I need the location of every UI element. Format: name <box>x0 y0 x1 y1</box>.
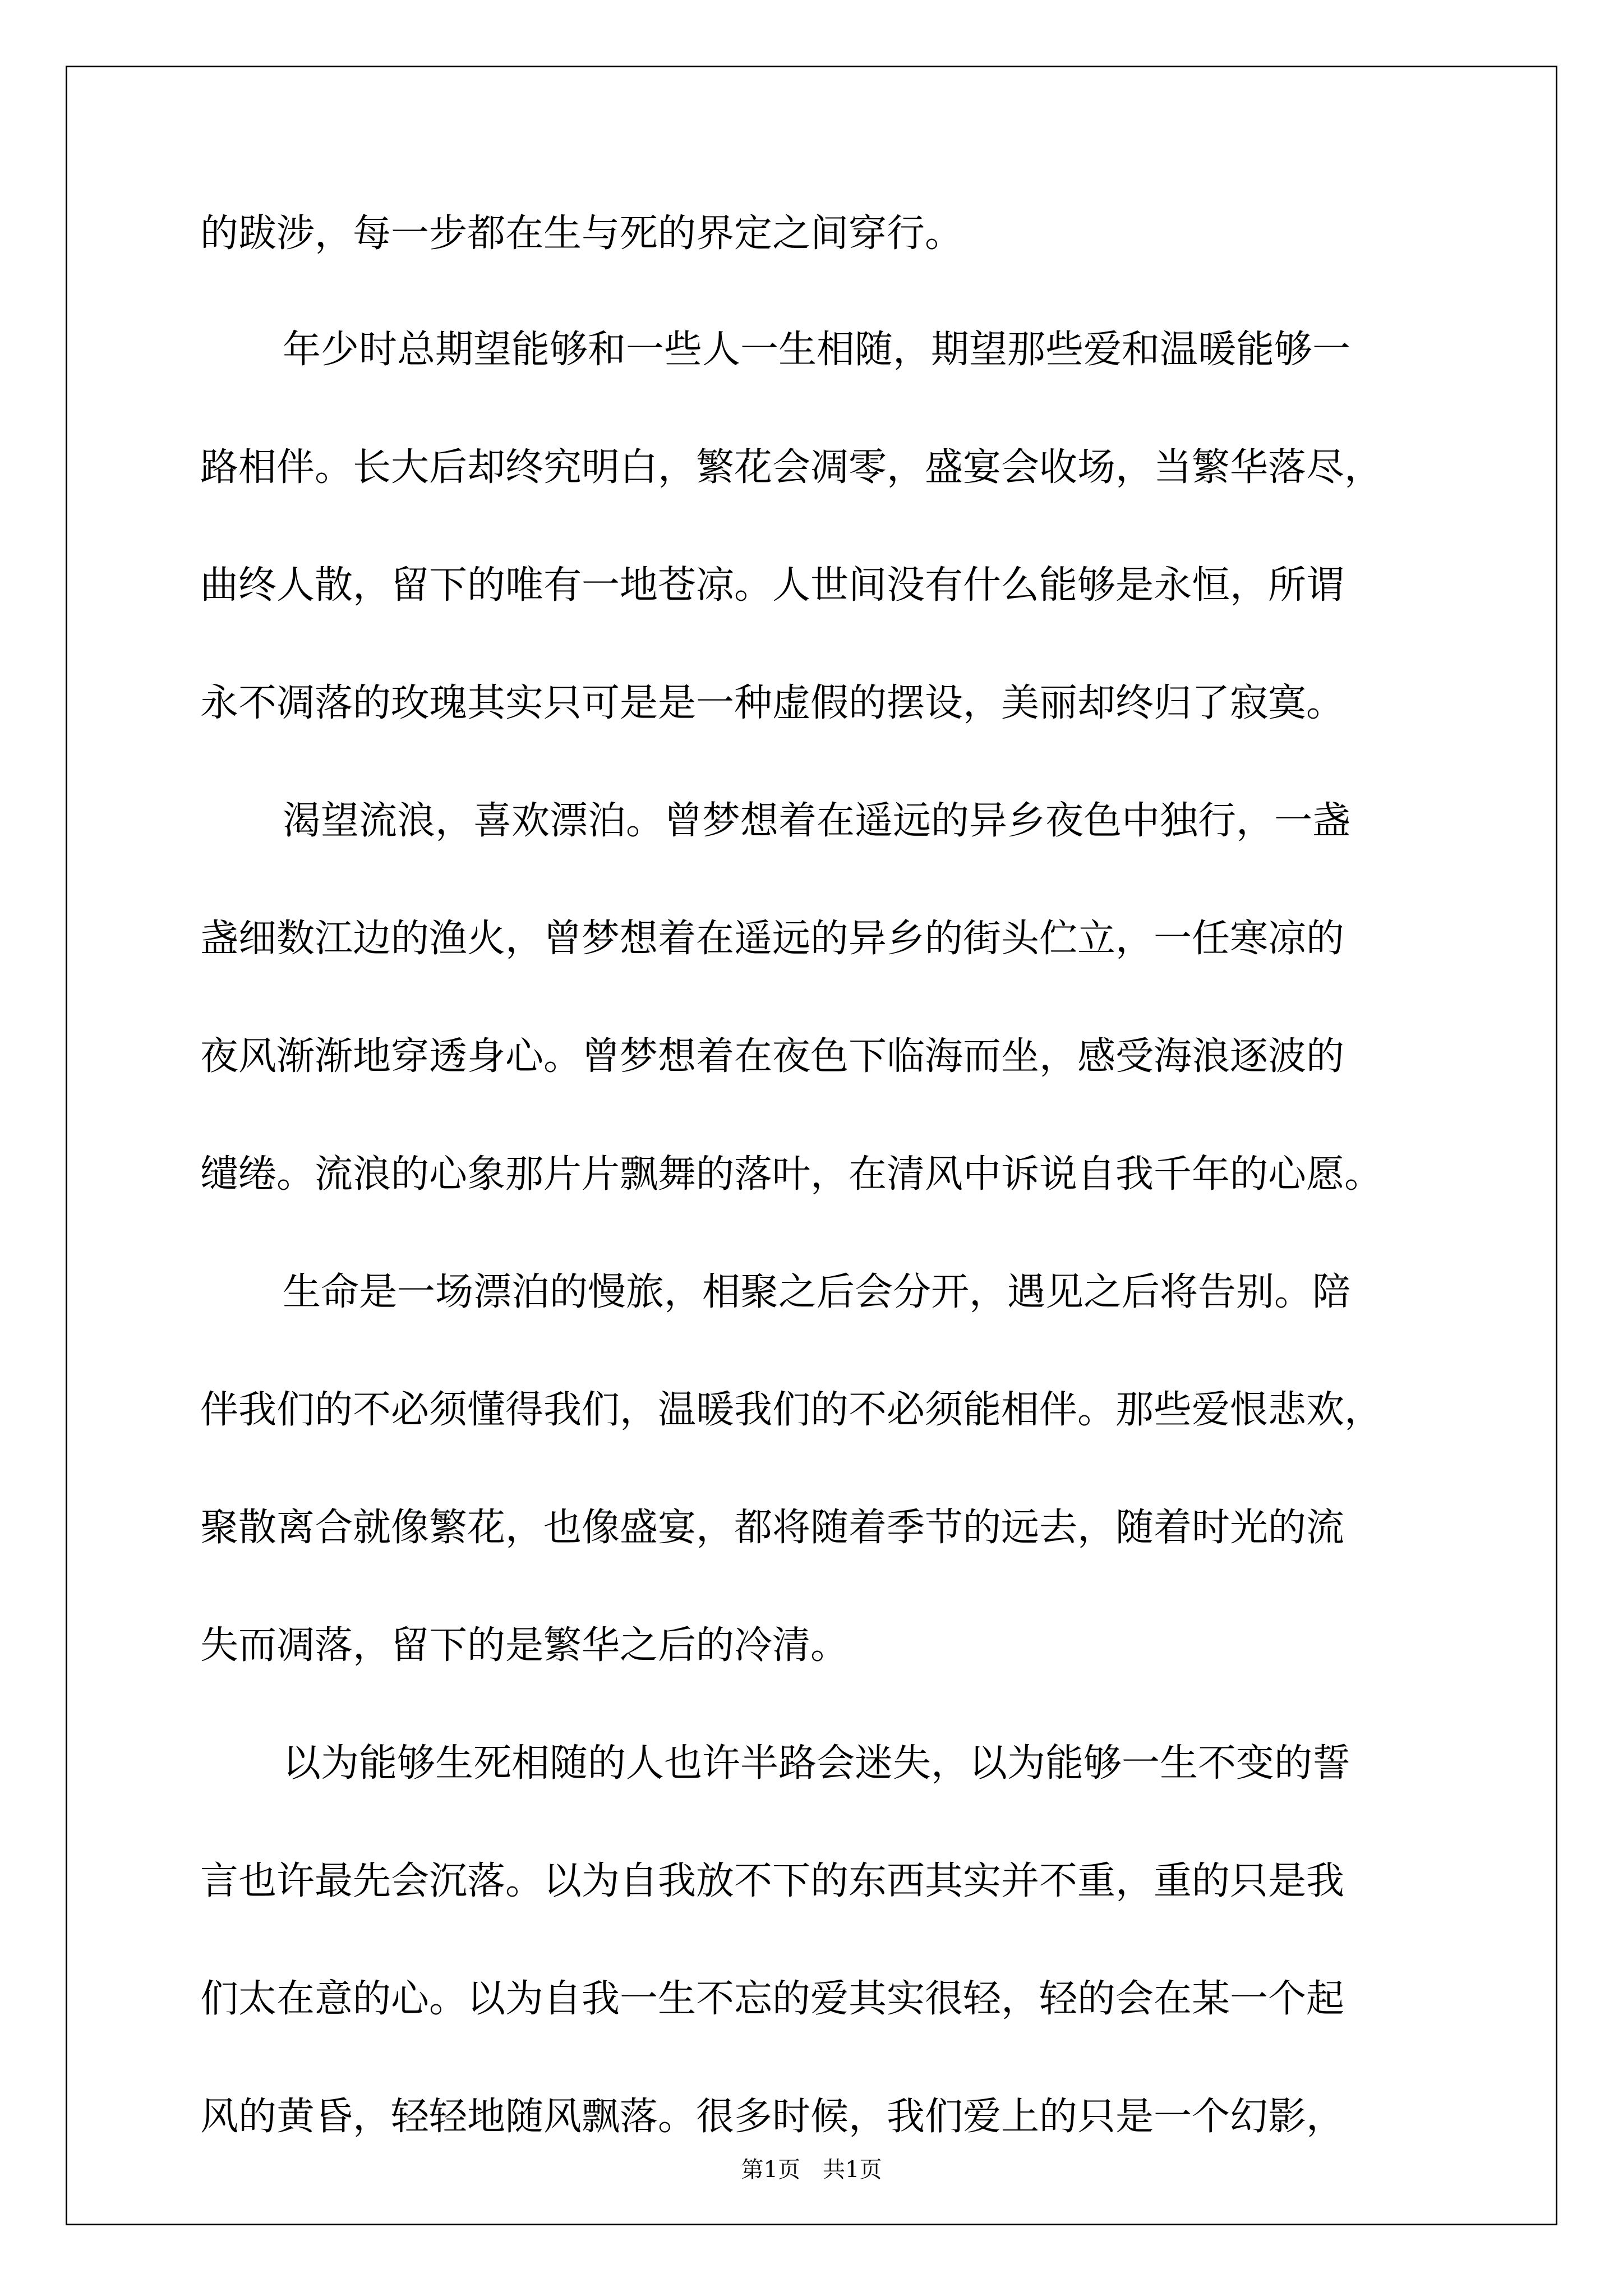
paragraph-line: 风的黄昏，轻轻地随风飘落。很多时候，我们爱上的只是一个幻影， <box>200 2095 1345 2139</box>
paragraph-line: 聚散离合就像繁花，也像盛宴，都将随着季节的远去，随着时光的流 <box>200 1506 1345 1550</box>
paragraph-line: 路相伴。长大后却终究明白，繁花会凋零，盛宴会收场，当繁华落尽， <box>200 445 1383 490</box>
paragraph-line: 的跋涉，每一步都在生与死的界定之间穿行。 <box>200 211 963 256</box>
paragraph-line: 失而凋落，留下的是繁华之后的冷清。 <box>200 1623 849 1668</box>
paragraph-line: 永不凋落的玫瑰其实只可是是一种虚假的摆设，美丽却终归了寂寞。 <box>200 681 1345 725</box>
paragraph-line: 盏细数江边的渔火，曾梦想着在遥远的异乡的街头伫立，一任寒凉的 <box>200 917 1345 961</box>
page-number-footer: 第1页 共1页 <box>741 2157 882 2183</box>
paragraph-line: 们太在意的心。以为自我一生不忘的爱其实很轻，轻的会在某一个起 <box>200 1977 1345 2021</box>
paragraph-line: 生命是一场漂泊的慢旅，相聚之后会分开，遇见之后将告别。陪 <box>283 1270 1351 1314</box>
paragraph-line: 言也许最先会沉落。以为自我放不下的东西其实并不重，重的只是我 <box>200 1859 1345 1903</box>
paragraph-line: 年少时总期望能够和一些人一生相随，期望那些爱和温暖能够一 <box>283 328 1351 372</box>
paragraph-line: 夜风渐渐地穿透身心。曾梦想着在夜色下临海而坐，感受海浪逐波的 <box>200 1034 1345 1079</box>
paragraph-line: 渴望流浪，喜欢漂泊。曾梦想着在遥远的异乡夜色中独行，一盏 <box>283 799 1351 843</box>
paragraph-line: 以为能够生死相随的人也许半路会迷失，以为能够一生不变的誓 <box>283 1741 1351 1786</box>
paragraph-line: 曲终人散，留下的唯有一地苍凉。人世间没有什么能够是永恒，所谓 <box>200 563 1345 608</box>
paragraph-line: 伴我们的不必须懂得我们，温暖我们的不必须能相伴。那些爱恨悲欢， <box>200 1388 1383 1432</box>
paragraph-line: 缱绻。流浪的心象那片片飘舞的落叶，在清风中诉说自我千年的心愿。 <box>200 1152 1383 1197</box>
